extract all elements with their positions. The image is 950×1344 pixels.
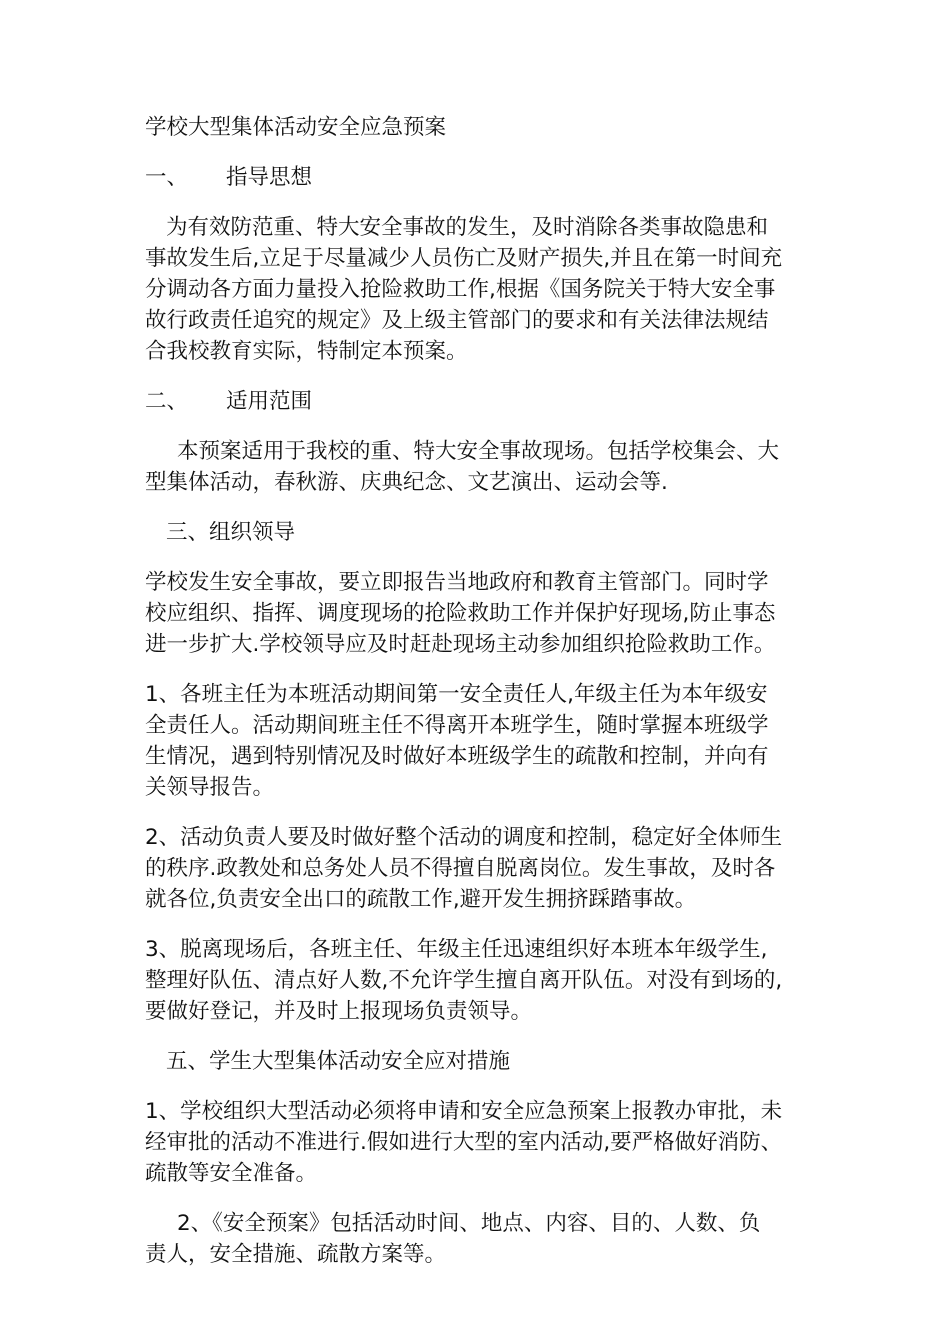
text-line: 疏散等安全准备。 [145,1161,318,1186]
document-page [145,112,817,1289]
text-line: 生情况，遇到特别情况及时做好本班级学生的疏散和控制，并向有 [145,744,769,769]
section-label: 适用范围 [226,389,313,414]
text-line: 责人，安全措施、疏散方案等。 [145,1242,447,1267]
section-heading-measures: 五、学生大型集体活动安全应对措施 [166,1049,511,1074]
text-line: 事故发生后,立足于尽量减少人员伤亡及财产损失,并且在第一时间充 [145,246,783,271]
text-line: 1、学校组织大型活动必须将申请和安全应急预案上报教办审批，未 [145,1099,783,1124]
text-line: 为有效防范重、特大安全事故的发生，及时消除各类事故隐患和 [166,215,769,240]
document-title: 学校大型集体活动安全应急预案 [145,115,447,140]
section-heading-scope [145,386,817,417]
section-heading-guiding [145,162,817,193]
section-label: 指导思想 [226,165,313,190]
paragraph-scope [145,436,817,498]
text-line: 进一步扩大.学校领导应及时赶赴现场主动参加组织抢险救助工作。 [145,632,776,657]
text-line: 分调动各方面力量投入抢险救助工作,根据《国务院关于特大安全事 [145,277,776,302]
text-line: 2、《安全预案》包括活动时间、地点、内容、目的、人数、负 [177,1211,761,1236]
text-line: 故行政责任追究的规定》及上级主管部门的要求和有关法律法规结 [145,308,769,333]
text-line: 学校发生安全事故，要立即报告当地政府和教育主管部门。同时学 [145,570,769,595]
text-line: 就各位,负责安全出口的疏散工作,避开发生拥挤踩踏事故。 [145,887,697,912]
text-line: 2、活动负责人要及时做好整个活动的调度和控制，稳定好全体师生 [145,825,783,850]
text-line: 合我校教育实际，特制定本预案。 [145,339,468,364]
text-line: 关领导报告。 [145,775,275,800]
paragraph-item-2 [145,822,817,915]
text-line: 经审批的活动不准进行.假如进行大型的室内活动,要严格做好消防、 [145,1130,783,1155]
section-number: 一、 [145,165,189,190]
section-number: 二、 [145,389,189,414]
text-line: 型集体活动，春秋游、庆典纪念、文艺演出、运动会等. [145,470,668,495]
text-line: 的秩序.政教处和总务处人员不得擅自脱离岗位。发生事故，及时各 [145,856,776,881]
text-line: 本预案适用于我校的重、特大安全事故现场。包括学校集会、大 [177,439,780,464]
text-line: 1、各班主任为本班活动期间第一安全责任人,年级主任为本年级安 [145,682,768,707]
paragraph-guiding [145,212,817,367]
section-heading-organization: 三、组织领导 [166,520,296,545]
text-line: 整理好队伍、清点好人数,不允许学生擅自离开队伍。对没有到场的, [145,968,783,993]
text-line: 3、脱离现场后，各班主任、年级主任迅速组织好本班本年级学生, [145,937,768,962]
text-line: 校应组织、指挥、调度现场的抢险救助工作并保护好现场,防止事态 [145,601,776,626]
paragraph-measure-2 [145,1208,817,1270]
paragraph-item-3 [145,934,817,1027]
paragraph-organization [145,567,817,660]
text-line: 要做好登记，并及时上报现场负责领导。 [145,999,533,1024]
text-line: 全责任人。活动期间班主任不得离开本班学生，随时掌握本班级学 [145,713,769,738]
paragraph-measure-1 [145,1096,817,1189]
paragraph-item-1 [145,679,817,803]
